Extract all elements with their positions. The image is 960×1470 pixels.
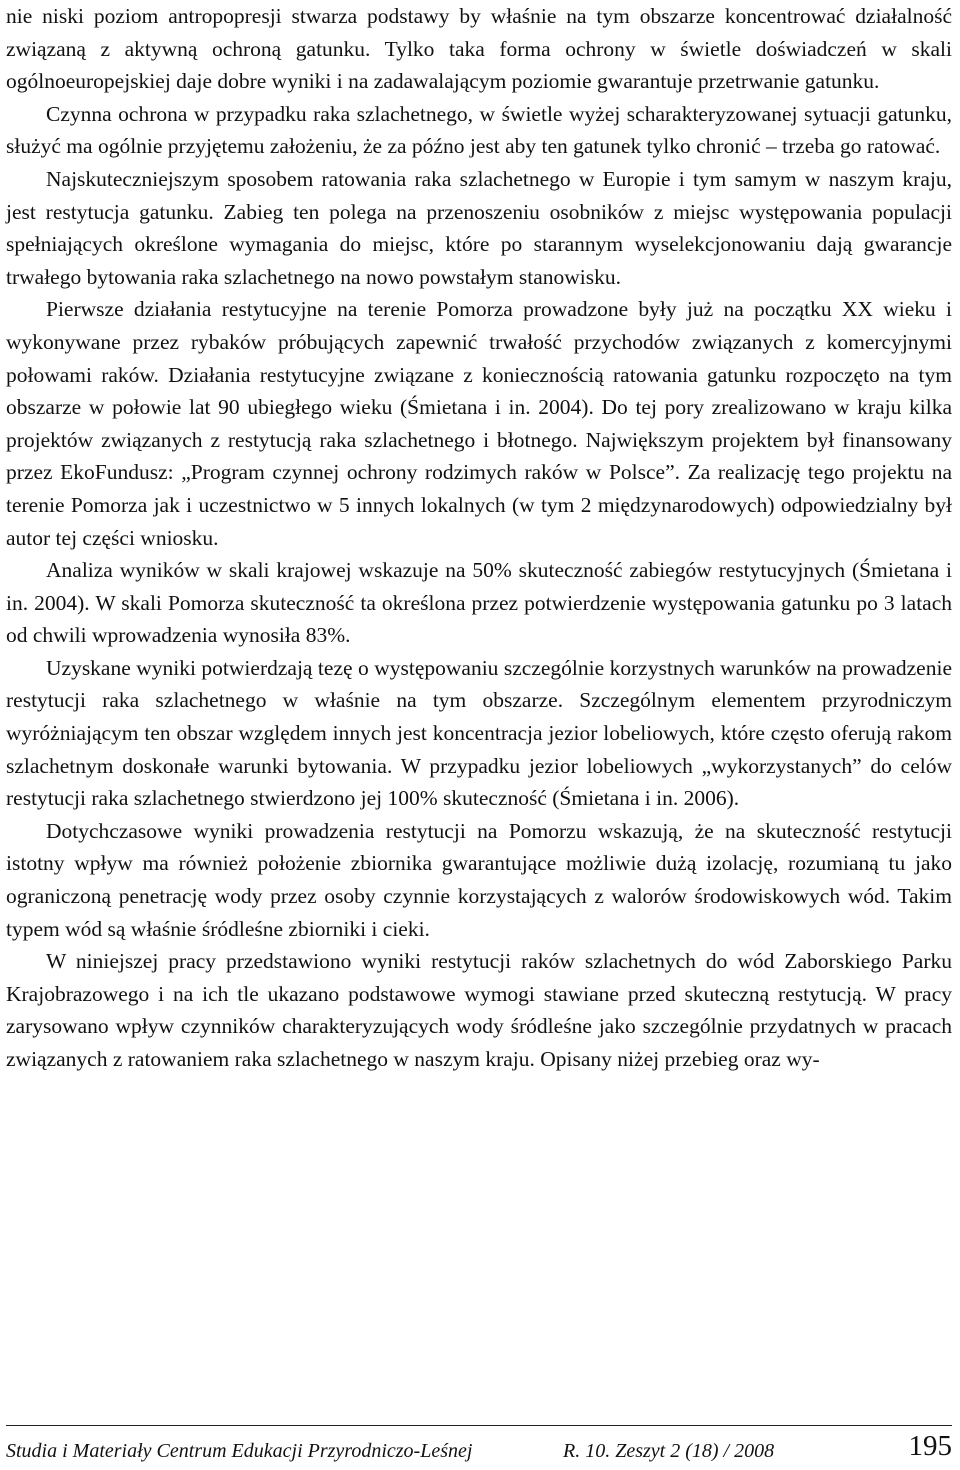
paragraph-isolation: Dotychczasowe wyniki prowadzenia restytucji na Pomorzu wskazują, że na skuteczność restytucji istotny wpływ ma również położenie zbiornika gwarantujące możliwie dużą izolację, rozumianą tu jako ograniczoną penetrację wody przez osoby czynnie korzystających z walorów środowiskowych wód. Takim typem wód są właśnie śródleśne zbiorniki i cieki. [6,818,952,941]
footer-issue: R. 10. Zeszyt 2 (18) / 2008 [563,1440,775,1462]
paragraph-lobelia-lakes: Uzyskane wyniki potwierdzają tezę o występowaniu szczególnie korzystnych warunków na prowadzenie restytucji raka szlachetnego w właśnie na tym obszarze. Szczególnym elementem przyrodniczym wyróżniającym ten obszar względem innych jest koncentracja jezior lobeliowych, które często oferują rakom szlachetnym doskonałe warunki bytowania. W przypadku jezior lobeliowych „wykorzystanych” do celów restytucji raka szlachetnego stwierdzono jej 100% skuteczność (Śmietana i in. 2006). [6,655,952,811]
page-number: 195 [908,1430,952,1462]
paragraph-effectiveness-analysis: Analiza wyników w skali krajowej wskazuje na 50% skuteczność zabiegów restytucyjnych (Śmietana i in. 2004). W skali Pomorza skuteczność ta określona przez potwierdzenie występowania gatunku po 3 latach od chwili wprowadzenia wynosiła 83%. [6,558,952,648]
footer-journal-title: Studia i Materiały Centrum Edukacji Przyrodniczo-Leśnej [6,1440,473,1462]
paragraph-continuation: nie niski poziom antropopresji stwarza podstawy by właśnie na tym obszarze koncentrować działalność związaną z aktywną ochroną gatunku. Tylko taka forma ochrony w świetle doświadczeń w skali ogólnoeuropejskiej daje dobre wyniki i na zadawalającym poziomie gwarantuje przetrwanie gatunku. [6,4,952,94]
paragraph-this-work: W niniejszej pracy przedstawiono wyniki restytucji raków szlachetnych do wód Zaborskiego Parku Krajobrazowego i na ich tle ukazano podstawowe wymogi stawiane przed skuteczną restytucją. W pracy zarysowano wpływ czynników charakteryzujących wody śródleśne jako szczególnie przydatnych w pracach związanych z ratowaniem raka szlachetnego w naszym kraju. Opisany niżej przebieg oraz wy- [6,949,952,1071]
paragraph-pomerania-history: Pierwsze działania restytucyjne na terenie Pomorza prowadzone były już na początku XX wieku i wykonywane przez rybaków próbujących zapewnić trwałość przychodów związanych z komercyjnymi połowami raków. Działania restytucyjne związane z koniecznością ratowania gatunku rozpoczęto na tym obszarze w połowie lat 90 ubiegłego wieku (Śmietana i in. 2004). Do tej pory zrealizowano w kraju kilka projektów związanych z restytucją raka szlachetnego i błotnego. Największym projektem był finansowany przez EkoFundusz: „Program czynnej ochrony rodzimych raków w Polsce”. Za realizację tego projektu na terenie Pomorza jak i uczestnictwo w 5 innych lokalnych (w tym 2 międzynarodowych) odpowiedzialny był autor tej części wniosku. [6,297,952,550]
paragraph-restitution-method: Najskuteczniejszym sposobem ratowania raka szlachetnego w Europie i tym samym w naszym kraju, jest restytucja gatunku. Zabieg ten polega na przenoszeniu osobników z miejsc występowania populacji spełniających określone wymagania do miejsc, które po starannym wyselekcjonowaniu dają gwarancje trwałego bytowania raka szlachetnego na nowo powstałym stanowisku. [6,166,952,289]
paragraph-active-protection: Czynna ochrona w przypadku raka szlachetnego, w świetle wyżej scharakteryzowanej sytuacji gatunku, służyć ma ogólnie przyjętemu założeniu, że za późno jest aby ten gatunek tylko chronić – trzeba go ratować. [6,101,952,159]
page-footer [6,1425,952,1468]
page-body [6,0,952,1076]
